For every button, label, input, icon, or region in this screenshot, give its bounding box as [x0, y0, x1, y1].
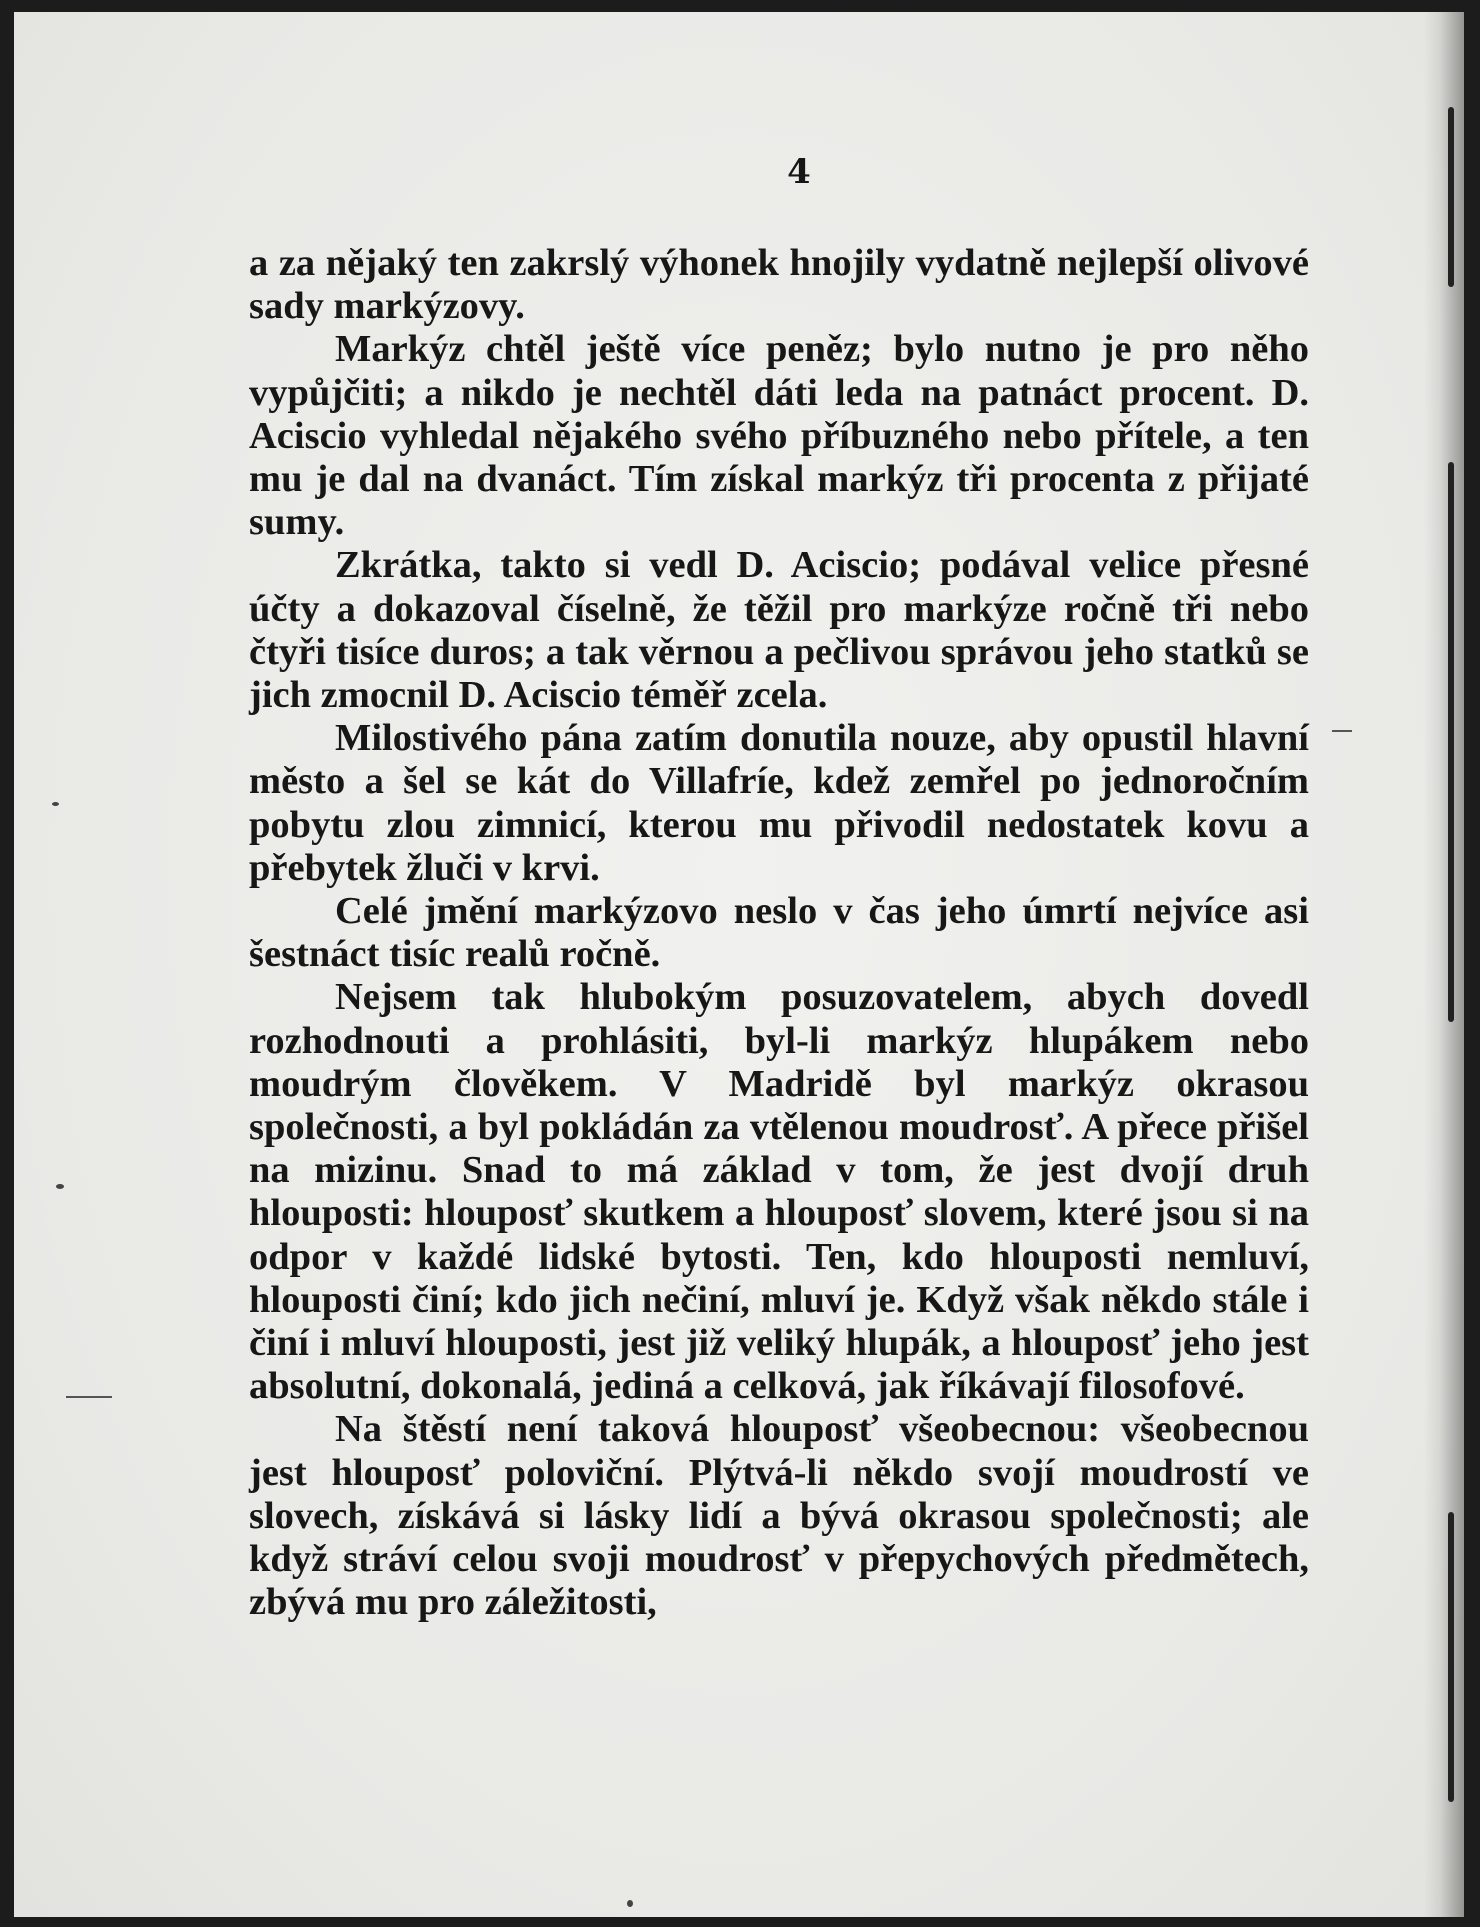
- body-text: [249, 242, 1309, 1625]
- binding-mark: [1448, 462, 1454, 1022]
- page-edge-shadow: [1424, 12, 1464, 1917]
- page-number: 4: [787, 152, 811, 192]
- page-blemish: [56, 1184, 64, 1189]
- paragraph: a za nějaký ten zakrslý výhonek hnojily vydatně nejlepší olivové sady markýzovy.: [249, 242, 1309, 328]
- page-blemish: [1332, 730, 1352, 732]
- book-page: [14, 12, 1464, 1917]
- paragraph: Nejsem tak hlubokým posuzovatelem, abych dovedl rozhodnouti a prohlásiti, byl-li markýz hlupákem nebo moudrým člověkem. V Madridě byl markýz okrasou společnosti, a byl pokládán za vtělenou moudrosť. A přece přišel na mizinu. Snad to má základ v tom, že jest dvojí druh hlouposti: hlouposť skutkem a hlouposť slovem, které jsou si na odpor v každé lidské bytosti. Ten, kdo hlouposti nemluví, hlouposti činí; kdo jich nečiní, mluví je. Když však někdo stále i činí i mluví hlouposti, jest již veliký hlupák, a hlouposť jeho jest absolutní, dokonalá, jediná a celková, jak říkávají filosofové.: [249, 976, 1309, 1408]
- binding-mark: [1448, 1512, 1454, 1802]
- page-blemish: [627, 1900, 633, 1907]
- paragraph: Milostivého pána zatím donutila nouze, aby opustil hlavní město a šel se kát do Villafríe, kdež zemřel po jednoročním pobytu zlou zimnicí, kterou mu přivodil nedostatek kovu a přebytek žluči v krvi.: [249, 717, 1309, 889]
- paragraph: Na štěstí není taková hlouposť všeobecnou: všeobecnou jest hlouposť poloviční. Plýtvá-li někdo svojí moudrostí ve slovech, získává si lásky lidí a bývá okrasou společnosti; ale když stráví celou svoji moudrosť v přepychových předmětech, zbývá mu pro záležitosti,: [249, 1408, 1309, 1624]
- page-blemish: [66, 1396, 112, 1398]
- binding-mark: [1448, 107, 1454, 287]
- paragraph: Zkrátka, takto si vedl D. Aciscio; podával velice přesné účty a dokazoval číselně, že těžil pro markýze ročně tři nebo čtyři tisíce duros; a tak věrnou a pečlivou správou jeho statků se jich zmocnil D. Aciscio téměř zcela.: [249, 544, 1309, 717]
- paragraph: Celé jmění markýzovo neslo v čas jeho úmrtí nejvíce asi šestnáct tisíc realů ročně.: [249, 890, 1309, 976]
- paragraph: Markýz chtěl ještě více peněz; bylo nutno je pro něho vypůjčiti; a nikdo je nechtěl dáti leda na patnáct procent. D. Aciscio vyhledal nějakého svého příbuzného nebo přítele, a ten mu je dal na dvanáct. Tím získal markýz tři procenta z přijaté sumy.: [249, 328, 1309, 544]
- page-blemish: [52, 802, 59, 806]
